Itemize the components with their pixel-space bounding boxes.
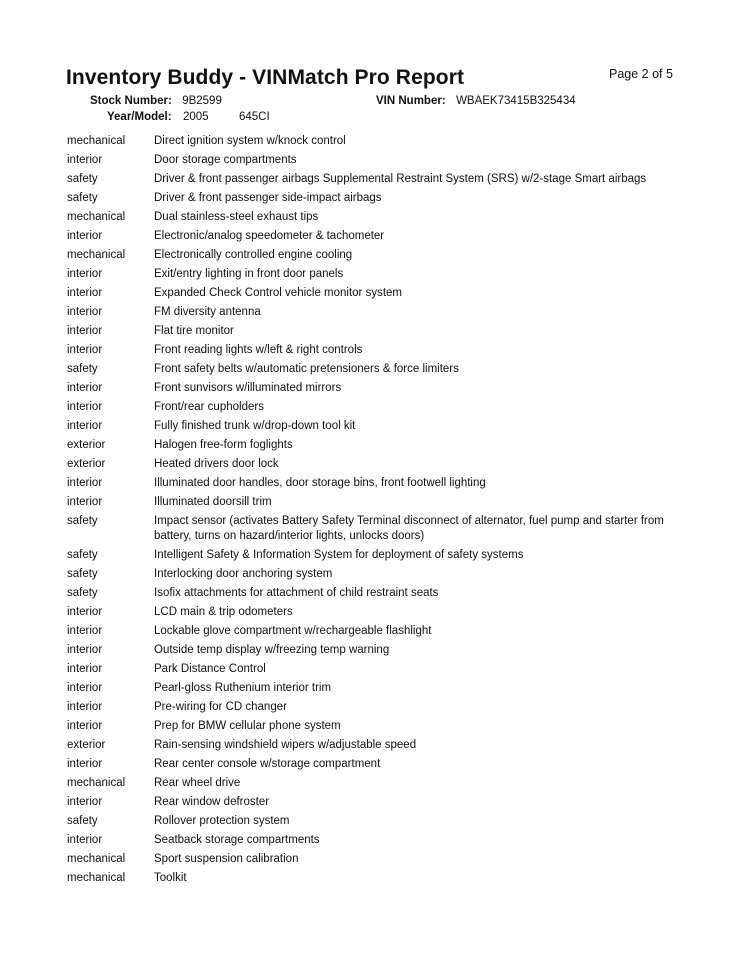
feature-row — [67, 869, 687, 888]
feature-row — [67, 208, 687, 227]
model-value: 645CI — [238, 111, 270, 123]
feature-description: Sport suspension calibration — [154, 853, 299, 865]
vin-number-value: WBAEK73415B325434 — [456, 95, 576, 107]
feature-description: Park Distance Control — [154, 663, 266, 675]
feature-category: exterior — [67, 439, 106, 451]
feature-description: Rollover protection system — [154, 815, 290, 827]
feature-row — [67, 151, 687, 170]
feature-category: safety — [67, 363, 98, 375]
feature-row — [67, 455, 687, 474]
feature-category: exterior — [67, 739, 106, 751]
stock-number-label: Stock Number: — [90, 95, 172, 107]
feature-row — [67, 565, 687, 584]
feature-category: safety — [67, 515, 98, 527]
report-title: Inventory Buddy - VINMatch Pro Report — [66, 66, 465, 89]
feature-row — [67, 379, 687, 398]
feature-description: Dual stainless-steel exhaust tips — [154, 211, 319, 223]
feature-category: safety — [67, 815, 98, 827]
feature-category: interior — [67, 325, 103, 337]
feature-row — [67, 584, 687, 603]
feature-category: interior — [67, 701, 103, 713]
year-model-label: Year/Model: — [107, 111, 172, 123]
feature-row — [67, 227, 687, 246]
feature-description: Illuminated doorsill trim — [154, 496, 272, 508]
feature-category: safety — [67, 587, 98, 599]
feature-description: Heated drivers door lock — [154, 458, 279, 470]
feature-description: Driver & front passenger side-impact airbags — [154, 192, 382, 204]
feature-description: Halogen free-form foglights — [154, 439, 293, 451]
year-model-row — [107, 111, 270, 123]
feature-category: interior — [67, 682, 103, 694]
year-value: 2005 — [182, 111, 209, 123]
feature-category: interior — [67, 420, 103, 432]
feature-row — [67, 474, 687, 493]
feature-row — [67, 360, 687, 379]
feature-description: Intelligent Safety & Information System for deployment of safety systems — [154, 549, 524, 561]
feature-description: Direct ignition system w/knock control — [154, 135, 346, 147]
feature-category: safety — [67, 192, 98, 204]
feature-row — [67, 831, 687, 850]
feature-category: safety — [67, 549, 98, 561]
feature-description: Lockable glove compartment w/rechargeable flashlight — [154, 625, 432, 637]
feature-description: Door storage compartments — [154, 154, 297, 166]
feature-row — [67, 546, 687, 565]
feature-description: Driver & front passenger airbags Supplemental Restraint System (SRS) w/2-stage Smart airbags — [154, 173, 647, 185]
feature-description: Illuminated door handles, door storage bins, front footwell lighting — [154, 477, 486, 489]
feature-row — [67, 436, 687, 455]
feature-category: mechanical — [67, 135, 126, 147]
feature-category: interior — [67, 834, 103, 846]
feature-row — [67, 622, 687, 641]
feature-category: interior — [67, 268, 103, 280]
feature-description: Electronic/analog speedometer & tachometer — [154, 230, 385, 242]
feature-category: interior — [67, 606, 103, 618]
feature-category: mechanical — [67, 872, 126, 884]
feature-description: Rear window defroster — [154, 796, 270, 808]
feature-row — [67, 132, 687, 151]
feature-row — [67, 265, 687, 284]
feature-row — [67, 850, 687, 869]
feature-description: Toolkit — [154, 872, 187, 884]
feature-row — [67, 303, 687, 322]
feature-description: Rear center console w/storage compartment — [154, 758, 381, 770]
feature-row — [67, 641, 687, 660]
page-number: Page 2 of 5 — [609, 67, 673, 81]
feature-row — [67, 717, 687, 736]
feature-list — [67, 132, 687, 888]
feature-description: Rain-sensing windshield wipers w/adjustable speed — [154, 739, 417, 751]
feature-category: mechanical — [67, 853, 126, 865]
feature-category: interior — [67, 382, 103, 394]
feature-row — [67, 246, 687, 265]
feature-description: Front safety belts w/automatic pretensioners & force limiters — [154, 363, 459, 375]
feature-description: Flat tire monitor — [154, 325, 234, 337]
feature-category: interior — [67, 154, 103, 166]
stock-number-value: 9B2599 — [182, 95, 222, 107]
feature-description: FM diversity antenna — [154, 306, 261, 318]
feature-category: interior — [67, 344, 103, 356]
feature-row — [67, 679, 687, 698]
feature-description: Rear wheel drive — [154, 777, 241, 789]
feature-description: Impact sensor (activates Battery Safety Terminal disconnect of alternator, fuel pump and starter from battery, turns on hazard/interior lights, unlocks doors) — [154, 515, 664, 542]
feature-category: interior — [67, 477, 103, 489]
feature-category: interior — [67, 663, 103, 675]
feature-description: Interlocking door anchoring system — [154, 568, 333, 580]
feature-category: interior — [67, 287, 103, 299]
feature-row — [67, 170, 687, 189]
feature-description: Exit/entry lighting in front door panels — [154, 268, 344, 280]
feature-description: Front/rear cupholders — [154, 401, 264, 413]
feature-category: mechanical — [67, 777, 126, 789]
feature-row — [67, 189, 687, 208]
feature-row — [67, 736, 687, 755]
feature-category: interior — [67, 644, 103, 656]
feature-category: interior — [67, 625, 103, 637]
feature-category: interior — [67, 401, 103, 413]
feature-row — [67, 512, 687, 546]
feature-row — [67, 417, 687, 436]
feature-category: interior — [67, 306, 103, 318]
feature-description: LCD main & trip odometers — [154, 606, 293, 618]
feature-category: exterior — [67, 458, 106, 470]
feature-category: interior — [67, 758, 103, 770]
feature-description: Pearl-gloss Ruthenium interior trim — [154, 682, 332, 694]
feature-category: mechanical — [67, 211, 126, 223]
feature-description: Seatback storage compartments — [154, 834, 320, 846]
feature-row — [67, 284, 687, 303]
feature-row — [67, 341, 687, 360]
feature-row — [67, 793, 687, 812]
feature-description: Fully finished trunk w/drop-down tool kit — [154, 420, 356, 432]
feature-description: Prep for BMW cellular phone system — [154, 720, 341, 732]
feature-row — [67, 812, 687, 831]
feature-row — [67, 774, 687, 793]
feature-category: interior — [67, 230, 103, 242]
feature-row — [67, 493, 687, 512]
feature-description: Electronically controlled engine cooling — [154, 249, 353, 261]
feature-description: Front reading lights w/left & right controls — [154, 344, 363, 356]
vin-number-label: VIN Number: — [376, 95, 446, 107]
feature-row — [67, 660, 687, 679]
stock-number-row — [90, 95, 222, 107]
feature-row — [67, 698, 687, 717]
feature-description: Pre-wiring for CD changer — [154, 701, 287, 713]
feature-row — [67, 398, 687, 417]
feature-row — [67, 755, 687, 774]
feature-description: Isofix attachments for attachment of child restraint seats — [154, 587, 439, 599]
feature-description: Expanded Check Control vehicle monitor system — [154, 287, 403, 299]
feature-category: interior — [67, 496, 103, 508]
feature-row — [67, 322, 687, 341]
feature-category: interior — [67, 720, 103, 732]
feature-category: mechanical — [67, 249, 126, 261]
vin-number-row — [376, 95, 576, 107]
feature-row — [67, 603, 687, 622]
feature-description: Outside temp display w/freezing temp warning — [154, 644, 390, 656]
feature-category: interior — [67, 796, 103, 808]
feature-category: safety — [67, 568, 98, 580]
feature-description: Front sunvisors w/illuminated mirrors — [154, 382, 342, 394]
feature-category: safety — [67, 173, 98, 185]
